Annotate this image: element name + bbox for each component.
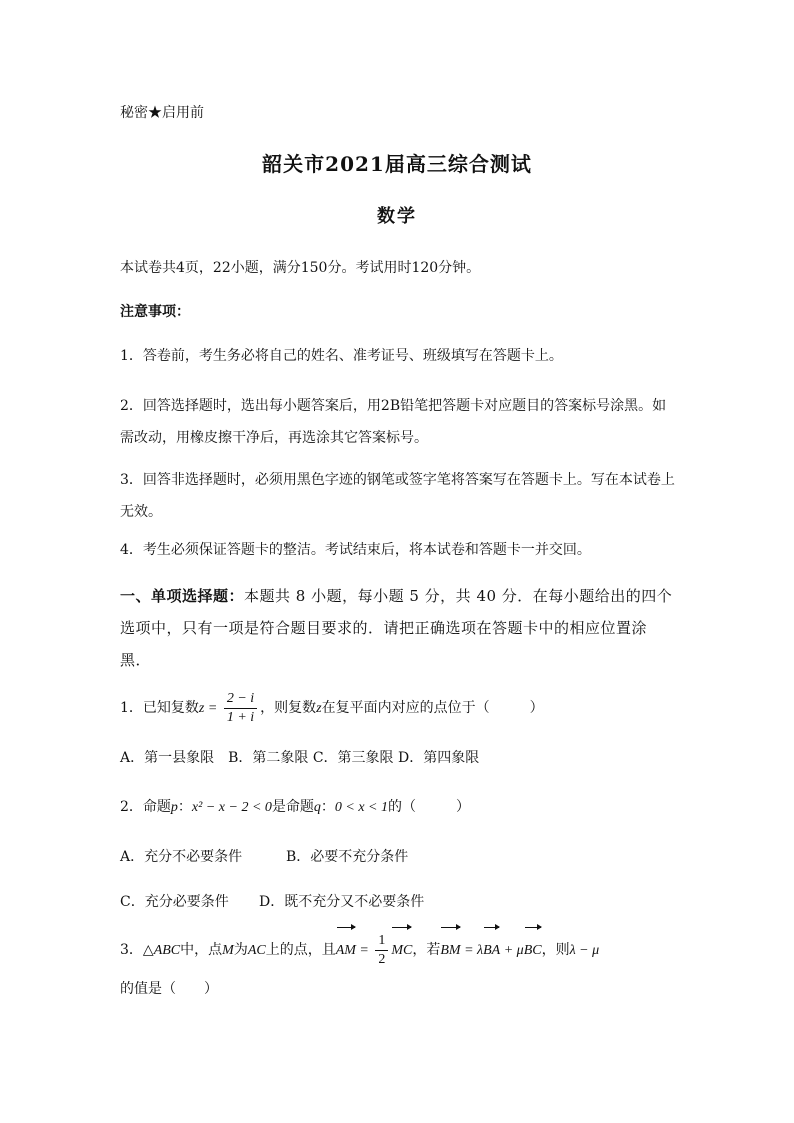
notice-item-3: 3．回答非选择题时，必须用黑色字迹的钢笔或签字笔将答案写在答题卡上。写在本试卷上无效。 [120, 472, 675, 520]
q3-expr: λ − μ [569, 943, 600, 958]
q2-cond-p: x² − x − 2 < 0 [191, 800, 272, 815]
q1-suffix: 在复平面内对应的点位于（ [321, 700, 490, 716]
q2-colon2: ： [320, 799, 335, 815]
subject-title: 数学 [377, 206, 417, 227]
q3-vector-ba: BA [483, 931, 500, 971]
q1-var: z [198, 701, 205, 716]
q2-suffix: 的（ [388, 799, 416, 815]
q3-half-num: 1 [375, 932, 388, 951]
q3-m: M [222, 943, 234, 958]
q1-close: ） [529, 700, 544, 716]
exam-title: 韶关市2021届高三综合测试 [262, 152, 532, 176]
q2-option-d: D．既不充分又不必要条件 [259, 894, 425, 910]
q3-ac: AC [247, 943, 266, 958]
q2-p: p [170, 800, 178, 815]
q3-vector-am: AM [336, 931, 356, 971]
q2-options-row-2 [120, 892, 424, 912]
q3-t4: ，若 [412, 942, 441, 958]
section-1-text: 本题共 8 小题，每小题 5 分，共 40 分．在每小题给出的四个选项中，只有一项是符合题目要求的．请把正确选项在答题卡中的相应位置涂黑． [120, 587, 673, 669]
q1-fraction [224, 690, 257, 727]
q1-prefix: 1．已知复数 [120, 700, 199, 716]
q2-prefix: 2．命题 [120, 799, 171, 815]
exam-info: 本试卷共4页，22小题，满分150分。考试用时120分钟。 [120, 260, 481, 276]
q2-options-row-1 [120, 847, 408, 867]
q3-t2: 为 [233, 942, 248, 958]
q3-abc: ABC [153, 943, 181, 958]
notice-item-4: 4．考生必须保证答题卡的整洁。考试结束后，将本试卷和答题卡一并交回。 [120, 542, 591, 558]
q2-option-a: A．充分不必要条件 [120, 849, 243, 865]
q3-half [375, 932, 388, 969]
question-3-line-2: 的值是（ ） [120, 981, 218, 997]
q3-vector-bc: BC [524, 931, 542, 971]
q1-mid: ，则复数 [260, 700, 317, 716]
q2-option-b: B．必要不充分条件 [286, 849, 409, 865]
notice-heading: 注意事项： [120, 304, 190, 320]
q3-t1: 中，点 [180, 942, 223, 958]
q3-eq2: = λ [460, 943, 484, 958]
question-2 [120, 797, 470, 818]
notice-item-1: 1．答卷前，考生务必将自己的姓名、准考证号、班级填写在答题卡上。 [120, 348, 563, 364]
q2-close: ） [456, 799, 470, 815]
q2-cond-q: 0 < x < 1 [334, 800, 388, 815]
q2-option-c: C．充分必要条件 [120, 894, 229, 910]
notice-item-2: 2．回答选择题时，选出每小题答案后，用2B铅笔把答题卡对应题目的答案标号涂黑。如需改动，用橡皮擦干净后，再选涂其它答案标号。 [120, 398, 667, 446]
q3-vector-mc: MC [391, 931, 412, 971]
q1-denominator: 1 + i [226, 709, 255, 725]
q3-half-den: 2 [378, 951, 386, 967]
q3-prefix: 3．△ [120, 942, 154, 958]
section-1-label: 一、单项选择题： [120, 587, 245, 605]
q2-mid: 是命题 [271, 799, 314, 815]
q3-t5: ，则 [541, 942, 570, 958]
q3-vector-bm: BM [440, 931, 460, 971]
q2-q: q [313, 800, 321, 815]
question-1 [120, 688, 544, 729]
q3-plus: + μ [500, 943, 524, 958]
q1-eq: = [204, 701, 221, 716]
q2-colon: ： [177, 799, 192, 815]
q1-numerator: 2 − i [224, 690, 257, 709]
question-3 [120, 930, 599, 971]
q3-t3: 上的点，且 [265, 942, 336, 958]
q3-eq: = [355, 943, 373, 958]
q1-options: A．第一县象限 B．第二象限 C．第三象限 D．第四象限 [120, 750, 480, 766]
confidential-label: 秘密★启用前 [120, 105, 204, 121]
q1-var2: z [316, 701, 322, 716]
section-1-intro [120, 580, 676, 676]
